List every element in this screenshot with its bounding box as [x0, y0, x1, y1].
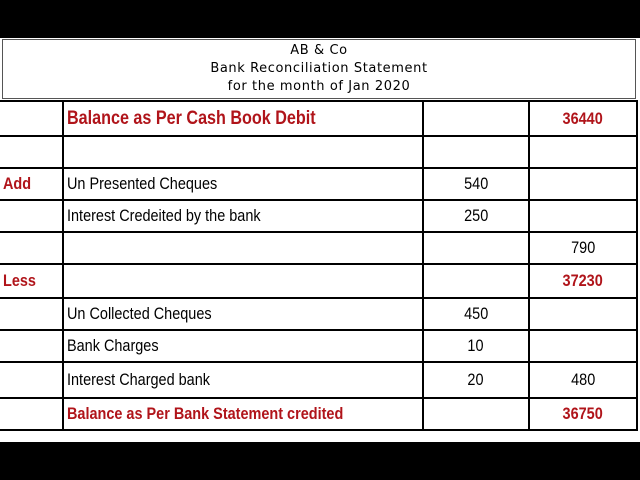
description-cell: Balance as Per Cash Book Debit	[63, 101, 422, 136]
reconciliation-table	[0, 100, 638, 431]
amount-cell: 10	[423, 330, 529, 362]
row-label-cell	[0, 232, 63, 264]
amount-cell	[423, 398, 529, 430]
amount-cell: 450	[423, 298, 529, 330]
amount-cell: 250	[423, 200, 529, 232]
amount-cell: 20	[423, 362, 529, 398]
description-cell: Balance as Per Bank Statement credited	[63, 398, 422, 430]
amount-cell	[423, 101, 529, 136]
description-cell: Un Collected Cheques	[63, 298, 422, 330]
row-label-cell	[0, 200, 63, 232]
row-label-cell: Less	[0, 264, 63, 298]
table-row	[0, 101, 637, 136]
table-row	[0, 298, 637, 330]
table-row	[0, 168, 637, 200]
amount-cell	[423, 264, 529, 298]
company-name: AB & Co	[290, 43, 348, 58]
total-cell	[529, 168, 637, 200]
amount-cell: 540	[423, 168, 529, 200]
table-row	[0, 232, 637, 264]
description-cell: Interest Charged bank	[63, 362, 422, 398]
total-cell: 36750	[529, 398, 637, 430]
description-cell	[63, 232, 422, 264]
statement-header	[2, 39, 636, 99]
statement-sheet	[0, 38, 640, 442]
row-label-cell	[0, 330, 63, 362]
total-cell	[529, 200, 637, 232]
table-row	[0, 398, 637, 430]
description-cell	[63, 264, 422, 298]
total-cell	[529, 330, 637, 362]
row-label-cell	[0, 298, 63, 330]
total-cell	[529, 136, 637, 168]
total-cell: 37230	[529, 264, 637, 298]
statement-title: Bank Reconciliation Statement	[210, 61, 428, 76]
statement-period: for the month of Jan 2020	[227, 79, 411, 94]
row-label-cell	[0, 136, 63, 168]
total-cell: 480	[529, 362, 637, 398]
description-cell: Interest Credeited by the bank	[63, 200, 422, 232]
row-label-cell	[0, 101, 63, 136]
total-cell	[529, 298, 637, 330]
table-row	[0, 200, 637, 232]
total-cell: 36440	[529, 101, 637, 136]
row-label-cell	[0, 398, 63, 430]
total-cell: 790	[529, 232, 637, 264]
amount-cell	[423, 232, 529, 264]
description-cell: Bank Charges	[63, 330, 422, 362]
row-label-cell	[0, 362, 63, 398]
table-row	[0, 362, 637, 398]
table-row	[0, 330, 637, 362]
amount-cell	[423, 136, 529, 168]
description-cell	[63, 136, 422, 168]
table-row	[0, 264, 637, 298]
description-cell: Un Presented Cheques	[63, 168, 422, 200]
row-label-cell: Add	[0, 168, 63, 200]
table-row	[0, 136, 637, 168]
